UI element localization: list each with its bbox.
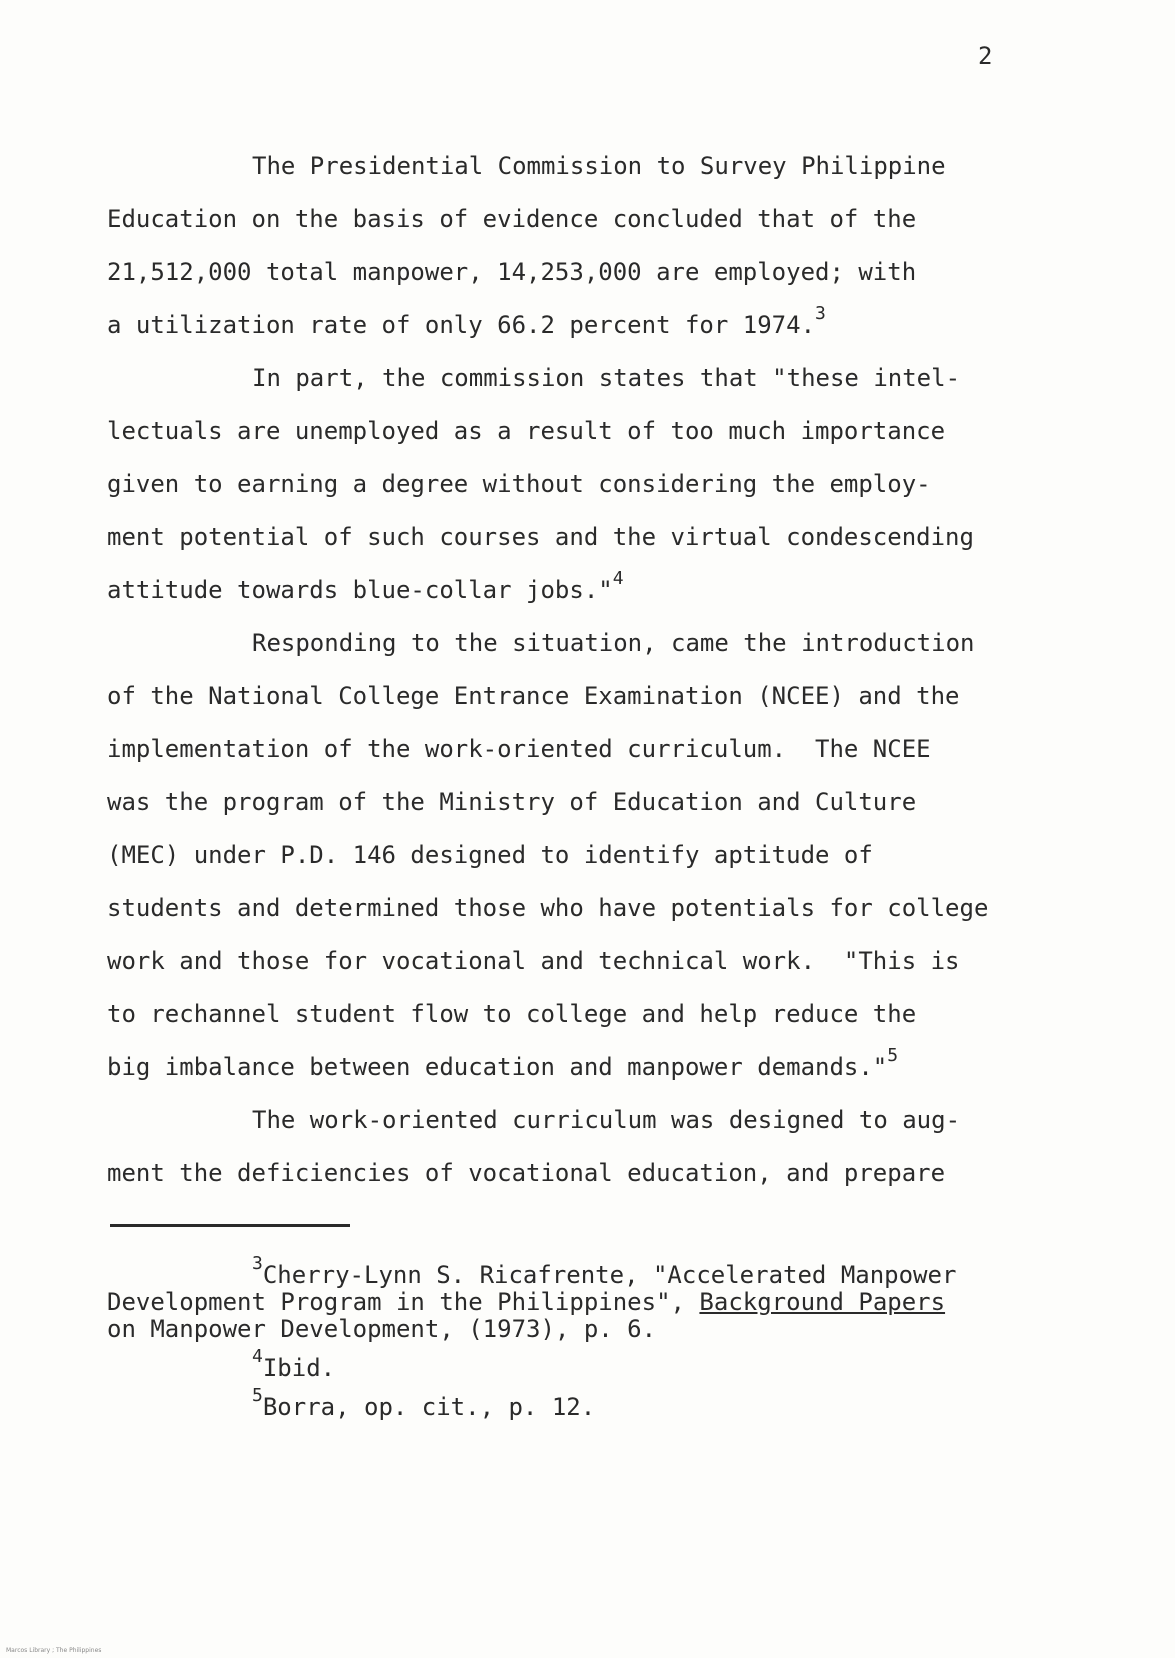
text-line: lectuals are unemployed as a result of too much importance xyxy=(107,417,946,445)
footnote-title-underlined: Background Papers xyxy=(699,1288,946,1316)
text-line: implementation of the work-oriented curriculum. The NCEE xyxy=(107,735,931,763)
footnote-line xyxy=(107,1253,1067,1289)
footnote-line xyxy=(107,1289,1067,1316)
paragraph-3 xyxy=(107,617,1067,1094)
text-line xyxy=(107,1041,1067,1094)
footnote-line xyxy=(107,1346,1067,1382)
text-line: students and determined those who have potentials for college xyxy=(107,894,989,922)
text-line: Responding to the situation, came the introduction xyxy=(252,629,975,657)
footnote-text: Development Program in the Philippines", xyxy=(107,1288,700,1316)
text-line xyxy=(107,299,1067,352)
text-line-content: big imbalance between education and manpower demands." xyxy=(107,1053,888,1081)
text-line: ment potential of such courses and the virtual condescending xyxy=(107,523,974,551)
text-line: (MEC) under P.D. 146 designed to identify aptitude of xyxy=(107,841,873,869)
footnote-divider xyxy=(110,1224,350,1227)
footnote-3 xyxy=(107,1253,1067,1343)
footnote-4 xyxy=(107,1346,1067,1382)
footnote-line: on Manpower Development, (1973), p. 6. xyxy=(107,1315,657,1343)
footnote-ref-4: 4 xyxy=(612,568,624,589)
text-line-content: a utilization rate of only 66.2 percent for 1974. xyxy=(107,311,816,339)
footnote-5 xyxy=(107,1385,1067,1421)
footnote-text: Cherry-Lynn S. Ricafrente, "Accelerated Manpower xyxy=(262,1261,957,1289)
paragraph-1 xyxy=(107,140,1067,352)
text-line: In part, the commission states that "these intel- xyxy=(252,364,961,392)
text-line: of the National College Entrance Examination (NCEE) and the xyxy=(107,682,960,710)
text-line: to rechannel student flow to college and help reduce the xyxy=(107,1000,917,1028)
paragraph-2 xyxy=(107,352,1067,617)
text-line: work and those for vocational and technical work. "This is xyxy=(107,947,960,975)
footnote-text: Borra, op. cit., p. 12. xyxy=(262,1393,596,1421)
text-line: given to earning a degree without considering the employ- xyxy=(107,470,931,498)
text-line: The Presidential Commission to Survey Philippine xyxy=(252,152,946,180)
text-line: was the program of the Ministry of Education and Culture xyxy=(107,788,917,816)
footnote-ref-5: 5 xyxy=(887,1045,899,1066)
text-line: The work-oriented curriculum was designed to aug- xyxy=(252,1106,961,1134)
footnote-mark: 4 xyxy=(252,1346,263,1367)
footnotes xyxy=(107,1253,1067,1431)
footer-text: Marcos Library ; The Philippines xyxy=(6,1647,102,1654)
footnote-mark: 5 xyxy=(252,1385,263,1406)
text-line xyxy=(107,564,1067,617)
footnote-ref-3: 3 xyxy=(815,303,826,324)
text-line: ment the deficiencies of vocational education, and prepare xyxy=(107,1159,946,1187)
footnote-mark: 3 xyxy=(252,1253,263,1274)
footnote-text: Ibid. xyxy=(262,1354,336,1382)
body-text xyxy=(107,140,1067,1200)
text-line: Education on the basis of evidence concluded that of the xyxy=(107,205,917,233)
text-line: 21,512,000 total manpower, 14,253,000 are employed; with xyxy=(107,258,917,286)
footnote-line xyxy=(107,1385,1067,1421)
paragraph-4 xyxy=(107,1094,1067,1200)
page-number: 2 xyxy=(978,42,993,70)
text-line-content: attitude towards blue-collar jobs." xyxy=(107,576,613,604)
